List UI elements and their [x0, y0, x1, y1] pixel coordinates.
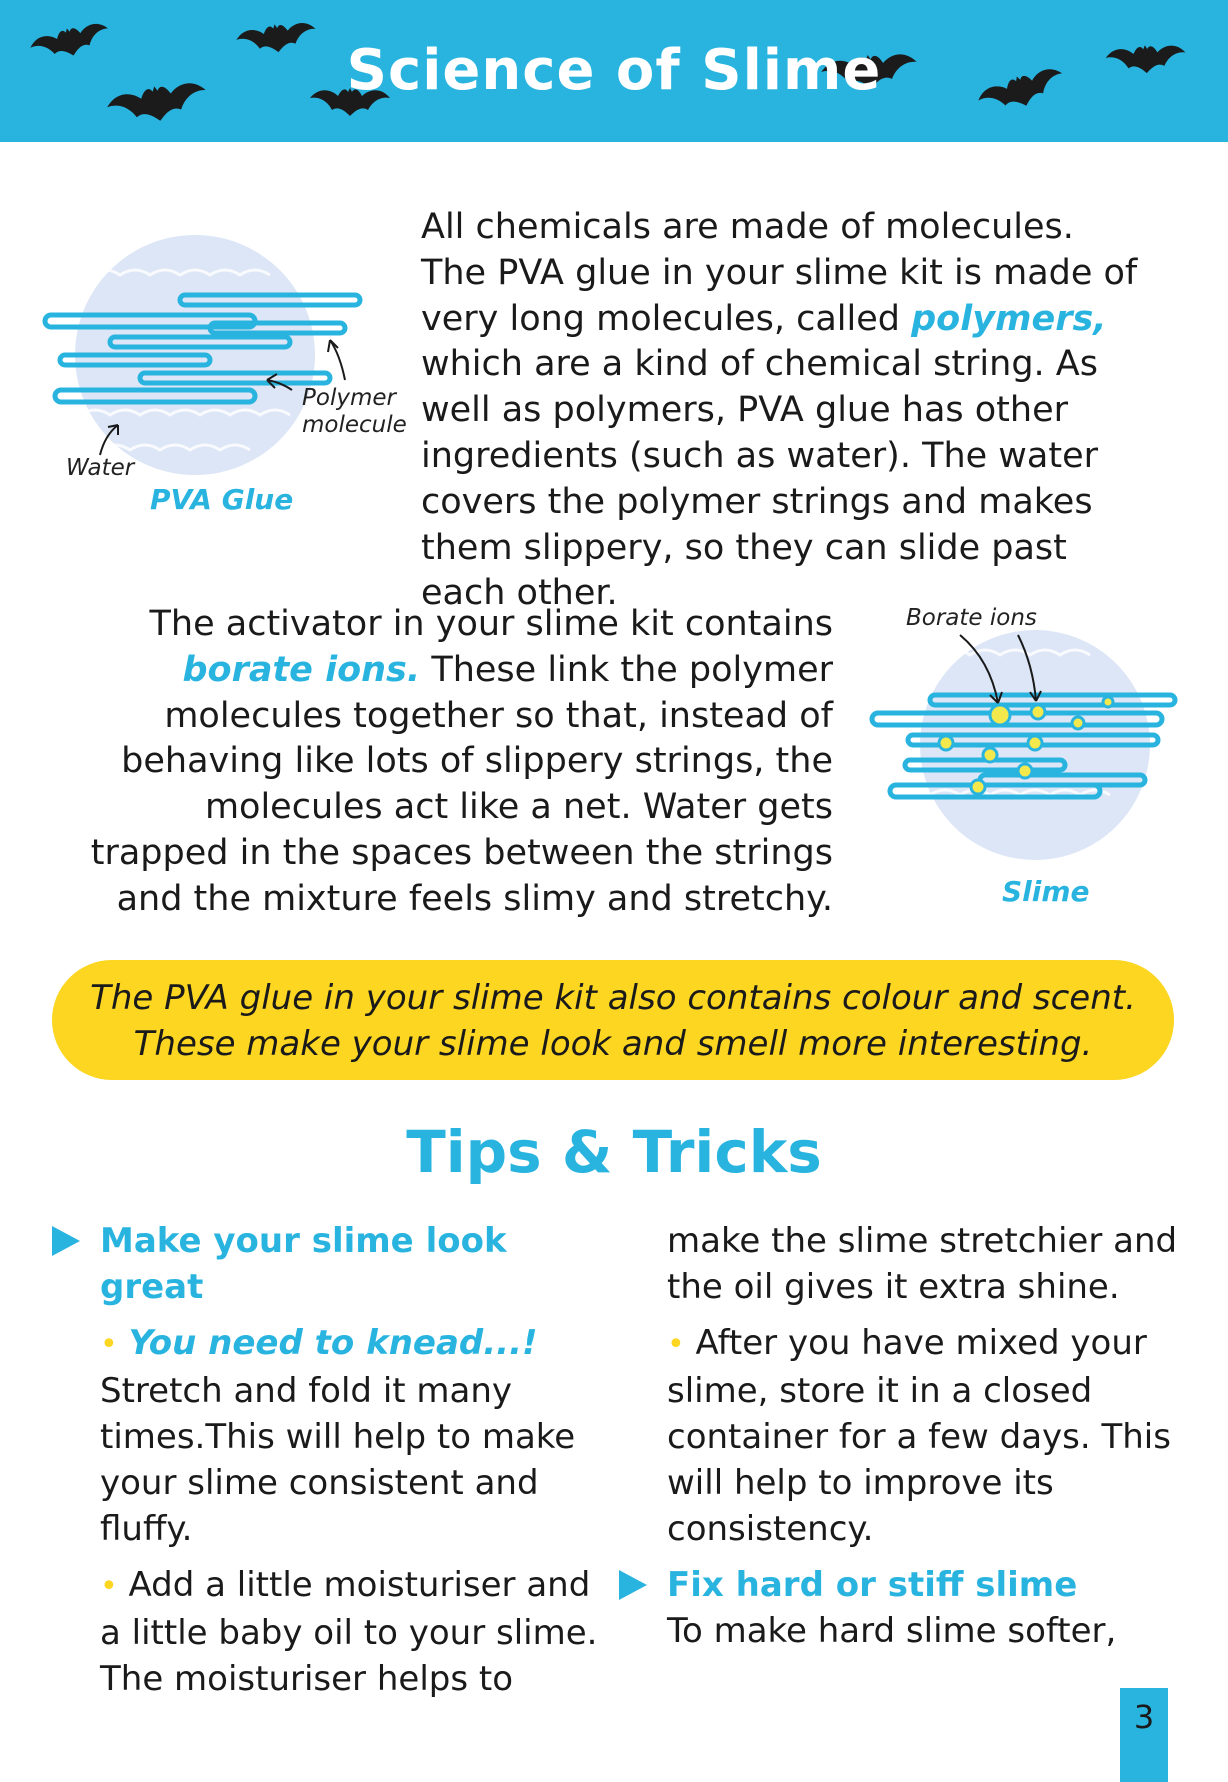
tip-moisturiser — [100, 1562, 600, 1702]
slime-caption: Slime — [1002, 875, 1090, 908]
para1-text-end: which are a kind of chemical string. As well as polymers, PVA glue has other ingredients (such as water). The water covers the polymer strings and makes them slippery, so they can slide past each other. — [421, 344, 1099, 614]
bullet-dot-icon: • — [100, 1569, 118, 1604]
borate-ions-label: Borate ions — [906, 605, 1037, 631]
callout-text — [52, 975, 1174, 1067]
tip-store — [667, 1320, 1187, 1552]
tip-knead-heading: You need to knead...! — [128, 1323, 538, 1363]
section-heading-fix-hard — [667, 1562, 1187, 1608]
tip-knead — [100, 1320, 600, 1552]
tip-moisturiser-text: Add a little moisturiser and a little baby oil to your slime. The moisturiser helps to — [100, 1565, 598, 1699]
bullet-dot-icon: • — [100, 1327, 118, 1362]
info-callout — [52, 960, 1174, 1080]
intro-paragraph-2 — [60, 602, 833, 923]
pva-glue-caption: PVA Glue — [150, 483, 294, 516]
borate-ions-highlight: borate ions. — [182, 649, 421, 690]
section-heading-look-great — [100, 1218, 600, 1310]
section2-label: Fix hard or stiff slime — [667, 1565, 1078, 1605]
triangle-arrow-icon — [619, 1570, 647, 1600]
tips-heading: Tips & Tricks — [406, 1118, 822, 1186]
page-title: Science of Slime — [346, 38, 882, 103]
slime-diagram — [860, 605, 1200, 915]
header-banner — [0, 0, 1228, 142]
tip-knead-body: Stretch and fold it many times.This will help to make your slime consistent and fluffy. — [100, 1371, 576, 1549]
water-label: Water — [66, 455, 135, 481]
page-number: 3 — [1120, 1688, 1168, 1782]
tips-column-1 — [100, 1218, 600, 1702]
polymers-highlight: polymers, — [911, 298, 1107, 339]
para2-text-end: These link the polymer molecules together so that, instead of behaving like lots of slippery strings, the molecules act like a net. Water gets trapped in the spaces between the strings and the mixture feels slimy and stretchy. — [90, 649, 833, 919]
tip-store-text: After you have mixed your slime, store it in a closed container for a few days. This will help to improve its consistency. — [667, 1323, 1171, 1549]
bullet-dot-icon: • — [667, 1327, 685, 1362]
callout-line-1: The PVA glue in your slime kit also contains colour and scent. — [90, 978, 1136, 1018]
pva-glue-diagram — [30, 215, 410, 535]
para1-text-start: All chemicals are made of molecules. The PVA glue in your slime kit is made of very long molecules, called — [421, 207, 1138, 339]
slime-illustration — [860, 605, 1200, 915]
para2-text-start: The activator in your slime kit contains — [149, 604, 833, 644]
tip-moisturiser-continued: make the slime stretchier and the oil gives it extra shine. — [667, 1221, 1178, 1307]
triangle-arrow-icon — [52, 1226, 80, 1256]
fix-hard-text: To make hard slime softer, — [667, 1611, 1117, 1651]
polymer-molecule-label: Polymer molecule — [302, 385, 407, 438]
section1-label: Make your slime look great — [100, 1221, 507, 1307]
tips-column-2 — [667, 1218, 1187, 1654]
callout-line-2: These make your slime look and smell more interesting. — [133, 1024, 1093, 1064]
intro-paragraph-1 — [421, 205, 1141, 617]
